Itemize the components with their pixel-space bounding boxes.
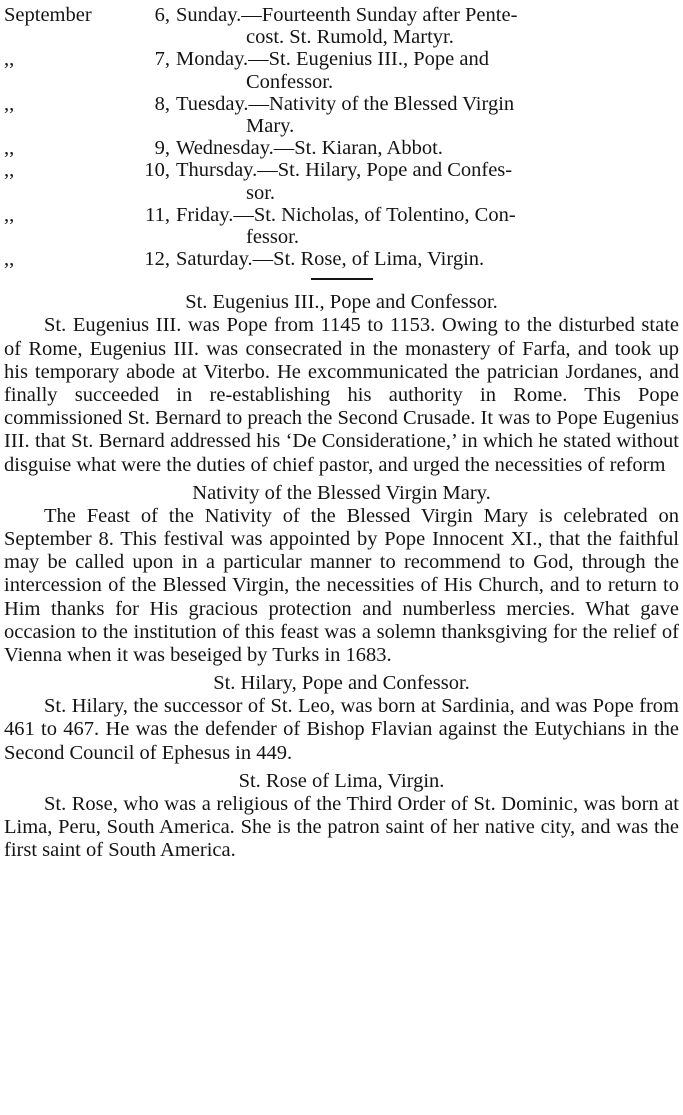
- calendar-entry-continuation: Confessor.: [246, 70, 334, 93]
- calendar-row: [4, 4, 679, 48]
- calendar-row: [4, 137, 679, 159]
- article-heading: Nativity of the Blessed Virgin Mary.: [192, 481, 491, 504]
- calendar-month: ,,: [4, 159, 15, 182]
- calendar-entry: [170, 137, 679, 159]
- calendar-row: [4, 93, 679, 137]
- calendar-row: [4, 48, 679, 92]
- calendar-month: ,,: [4, 248, 15, 271]
- calendar-month: ,,: [4, 92, 15, 115]
- calendar-entry-continuation: Mary.: [246, 115, 295, 138]
- article-hilary: [4, 671, 679, 765]
- calendar-entry-line: Friday.—St. Nicholas, of Tolentino, Con-: [176, 203, 516, 226]
- calendar-entry: [170, 204, 679, 248]
- calendar-month: ,,: [4, 203, 15, 226]
- calendar-day: 11,: [145, 203, 170, 226]
- feast-calendar: [4, 4, 679, 270]
- article-nativity: [4, 481, 679, 667]
- calendar-entry: [170, 248, 679, 270]
- calendar-row: [4, 248, 679, 270]
- calendar-entry-line: Saturday.—St. Rose, of Lima, Virgin.: [176, 248, 485, 271]
- article-body: St. Rose, who was a religious of the Third Order of St. Dominic, was born at Lima, Peru, South America. She is the patron saint of her native city, and was the first saint of South America.: [4, 792, 679, 862]
- calendar-month: ,,: [4, 137, 15, 160]
- calendar-entry-continuation: sor.: [246, 181, 276, 204]
- calendar-row: [4, 159, 679, 203]
- calendar-row: [4, 204, 679, 248]
- calendar-entry-continuation: fessor.: [246, 226, 299, 249]
- article-body: The Feast of the Nativity of the Blessed Virgin Mary is celebrated on September 8. This festival was appointed by Pope Innocent XI., that the faithful may be called upon in a particular manner to recommend to God, through the intercession of the Blessed Virgin, the necessities of His Church, and to return to Him thanks for His gracious protection and numberless mercies. What gave occasion to the institution of this feast was a solemn thanksgiving for the relief of Vienna when it was beseiged by Turks in 1683.: [4, 504, 679, 667]
- calendar-entry-line: Monday.—St. Eugenius III., Pope and: [176, 48, 489, 71]
- article-heading: St. Eugenius III., Pope and Confessor.: [185, 291, 498, 314]
- calendar-day: 6,: [154, 4, 170, 26]
- calendar-entry: [170, 4, 679, 48]
- calendar-month: September: [4, 4, 92, 26]
- calendar-month: ,,: [4, 48, 15, 71]
- article-eugenius: [4, 290, 679, 476]
- calendar-entry: [170, 48, 679, 92]
- calendar-entry-continuation: cost. St. Rumold, Martyr.: [246, 26, 454, 49]
- section-divider: [311, 278, 373, 280]
- calendar-day: 10,: [144, 159, 170, 182]
- calendar-entry-line: Wednesday.—St. Kiaran, Abbot.: [176, 137, 443, 160]
- article-rose: [4, 769, 679, 863]
- calendar-entry-line: Thursday.—St. Hilary, Pope and Confes-: [176, 159, 513, 182]
- article-body: St. Eugenius III. was Pope from 1145 to 1153. Owing to the disturbed state of Rome, Eugenius III. was consecrated in the monastery of Farfa, and took up his temporary abode at Viterbo. He excommunicated the patrician Jordanes, and finally succeeded in re-establishing his authority in Rome. This Pope commissioned St. Bernard to preach the Second Crusade. It was to Pope Eugenius III. that St. Bernard addressed his ‘De Consideratione,’ in which he stated without disguise what were the duties of chief pastor, and urged the necessities of reform: [4, 314, 679, 476]
- article-body: St. Hilary, the successor of St. Leo, was born at Sardinia, and was Pope from 461 to 467. He was the defender of Bishop Flavian against the Eutychians in the Second Council of Ephesus in 449.: [4, 695, 679, 764]
- article-heading: St. Rose of Lima, Virgin.: [238, 769, 445, 792]
- calendar-entry: [170, 159, 679, 203]
- calendar-entry: [170, 93, 679, 137]
- article-heading: St. Hilary, Pope and Confessor.: [213, 672, 470, 695]
- calendar-day: 12,: [144, 248, 170, 271]
- calendar-day: 8,: [154, 92, 170, 115]
- calendar-entry-line: Tuesday.—Nativity of the Blessed Virgin: [176, 92, 515, 115]
- calendar-day: 9,: [154, 137, 170, 160]
- calendar-day: 7,: [154, 48, 170, 71]
- calendar-entry-line: Sunday.—Fourteenth Sunday after Pente-: [176, 4, 518, 26]
